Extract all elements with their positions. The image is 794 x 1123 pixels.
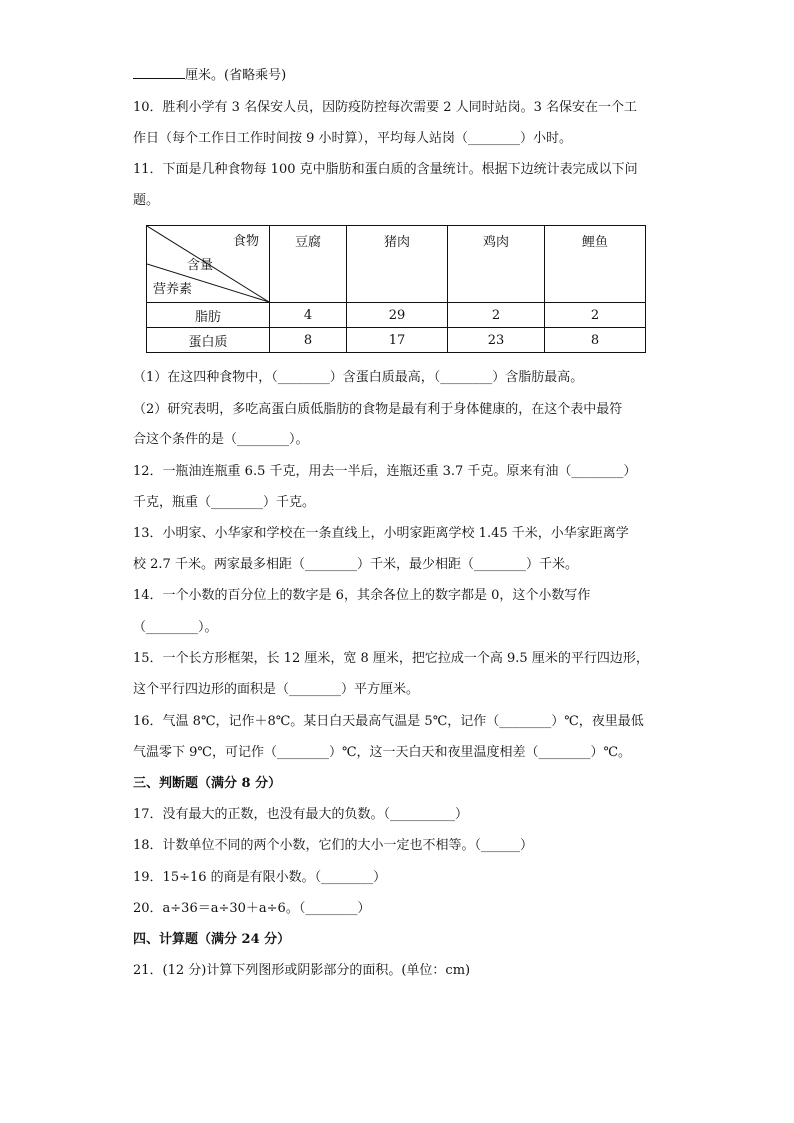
question-11-part-1: （1）在这四种食物中，（________）含蛋白质最高，（________）含脂肪最高。 — [133, 370, 584, 385]
table-cell: 2 — [545, 303, 646, 328]
table-corner-cell — [147, 226, 270, 303]
question-12-line-1: 12．一瓶油连瓶重 6.5 千克，用去一半后，连瓶还重 3.7 千克。原来有油（________） — [133, 464, 637, 479]
question-20: 20．a÷36＝a÷30＋a÷6。（________） — [133, 901, 371, 916]
table-header-food: 豆腐 — [270, 226, 347, 303]
question-14-line-1: 14．一个小数的百分位上的数字是 6，其余各位上的数字都是 0，这个小数写作 — [133, 588, 591, 603]
question-14-line-2: （________）。 — [133, 620, 218, 635]
question-13-line-2: 校 2.7 千米。两家最多相距（________）千米，最少相距（________）千米。 — [133, 557, 578, 572]
answer-blank — [133, 66, 185, 79]
corner-label-nutrient: 营养素 — [153, 282, 193, 297]
question-11-part-2-line-1: （2）研究表明，多吃高蛋白质低脂肪的食物是最有利于身体健康的，在这个表中最符 — [133, 402, 623, 417]
table-row — [147, 328, 646, 353]
corner-label-food: 食物 — [233, 234, 260, 249]
question-11-line-2: 题。 — [133, 193, 160, 208]
question-19: 19．15÷16 的商是有限小数。（________） — [133, 870, 387, 885]
question-17: 17．没有最大的正数，也没有最大的负数。（__________） — [133, 807, 469, 822]
question-12-line-2: 千克，瓶重（________）千克。 — [133, 495, 316, 510]
question-15-line-2: 这个平行四边形的面积是（________）平方厘米。 — [133, 682, 420, 697]
table-cell: 8 — [545, 328, 646, 353]
table-cell: 2 — [448, 303, 545, 328]
section-4-heading: 四、计算题（满分 24 分） — [133, 932, 291, 947]
question-16-line-2: 气温零下 9℃，可记作（________）℃，这一天白天和夜里温度相差（________）℃。 — [133, 745, 632, 760]
question-13-line-1: 13．小明家、小华家和学校在一条直线上，小明家距离学校 1.45 千米，小华家距离学 — [133, 526, 629, 541]
table-row-label: 蛋白质 — [147, 328, 270, 353]
table-cell: 4 — [270, 303, 347, 328]
question-10-line-1: 10．胜利小学有 3 名保安人员，因防疫防控每次需要 2 人同时站岗。3 名保安在一个工 — [133, 100, 638, 115]
corner-label-amount: 含量 — [187, 258, 214, 273]
table-row-label: 脂肪 — [147, 303, 270, 328]
table-header-food: 鸡肉 — [448, 226, 545, 303]
table-cell: 29 — [347, 303, 448, 328]
table-header-food: 鲤鱼 — [545, 226, 646, 303]
table-cell: 23 — [448, 328, 545, 353]
question-15-line-1: 15．一个长方形框架，长 12 厘米，宽 8 厘米，把它拉成一个高 9.5 厘米的平行四边形， — [133, 651, 649, 666]
table-cell: 8 — [270, 328, 347, 353]
question-10-line-2: 作日（每个工作日工作时间按 9 小时算），平均每人站岗（________）小时。 — [133, 131, 573, 146]
nutrition-table — [146, 225, 646, 353]
question-11-part-2-line-2: 合这个条件的是（________）。 — [133, 432, 309, 447]
question-18: 18．计数单位不同的两个小数，它们的大小一定也不相等。（______） — [133, 838, 534, 853]
q9-unit-text: 厘米。(省略乘号) — [185, 68, 287, 83]
question-16-line-1: 16．气温 8℃，记作＋8℃。某日白天最高气温是 5℃，记作（________）℃，夜里最低 — [133, 714, 644, 729]
section-3-heading: 三、判断题（满分 8 分） — [133, 776, 282, 791]
q9-continuation — [133, 66, 286, 85]
table-header-row — [147, 226, 646, 303]
table-header-food: 猪肉 — [347, 226, 448, 303]
question-21: 21．(12 分)计算下列图形或阴影部分的面积。(单位：cm) — [133, 963, 471, 978]
question-11-line-1: 11．下面是几种食物每 100 克中脂肪和蛋白质的含量统计。根据下边统计表完成以下问 — [133, 162, 638, 177]
table-cell: 17 — [347, 328, 448, 353]
table-row — [147, 303, 646, 328]
